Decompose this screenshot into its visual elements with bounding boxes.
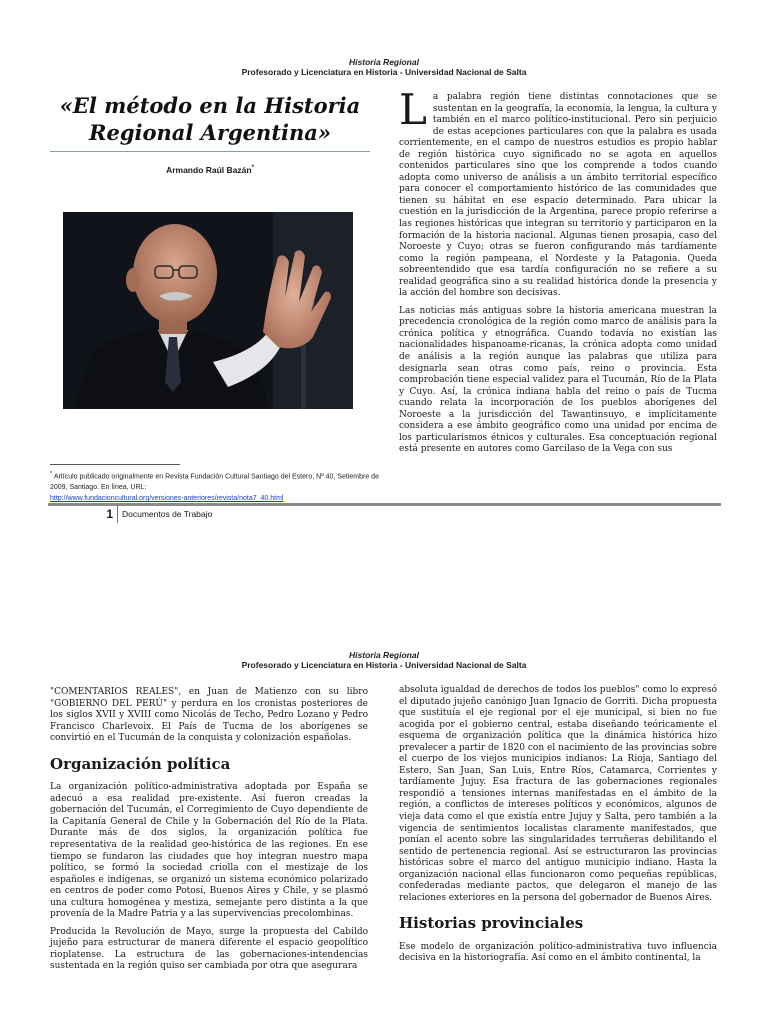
header-title: Historia Regional [349, 57, 419, 67]
footnote-text: Artículo publicado originalmente en Revista Fundación Cultural Santiago del Estero, Nº 40, Setiembre de 2009, Santiago. En línea, URL: [50, 473, 379, 492]
paragraph-igualdad: absoluta igualdad de derechos de todos los pueblos" como lo expresó el diputado jujeño canónigo Juan Ignacio de Gorriti. Dicha propuesta que sustituía el eje regional por el eje municipal, si bien no fue acogida por el gobierno central, estaba diseñando teóricamente el esquema de organización política que la dinámica histórica hizo prevalecer a partir de 1820 con el nacimiento de las provincias sobre el cuerpo de los viejos municipios indianos: La Rioja, Santiago del Estero, San Juan, San Luis, Entre Ríos, Catamarca, Corrientes y tardíamente Jujuy. Esa fractura de las gobernaciones regionales respondió a tensiones internas manifestadas en el ámbito de la región, a conflictos de intereses políticos y económicos, algunos de vieja data como el que existía entre Jujuy y Salta, pero también a la vigencia de sentimientos localistas claramente manifestados, que ponían el acento sobre las singularidades terruñeras debilitando el sentido de pertenencia regional. Así se estructuraron las provincias históricas sobre el marco del antiguo municipio indiano. Hasta la organización nacional ellas funcionaron como pequeñas repúblicas, confederadas mediante pactos, que delegaron el manejo de las relaciones exteriores en la persona del gobernador de Buenos Aires. [399, 685, 717, 903]
paragraph-2: Las noticias más antiguas sobre la historia americana muestran la precedencia cronológica de la región como marco de análisis para la crónica política y etnográfica. Cuando todavía no existían las nacionalidades hispanoame-ricanas, la crónica adopta como unidad de análisis a la región aunque las palabras que utiliza para designarla sean otras como país, reino o provincia. Esta comprobación tiene especial validez para el Tucumán, Río de la Plata y Cuyo. Así, la crónica indiana habla del reino o país de Tucma cuando relata la incorporación de los pueblos aborígenes del Noroeste a la jurisdicción del Tawantinsuyo, e implícitamente considera a ese ámbito geográfico como una unidad por encima de los particularismos étnicos y culturales. Esa conceptuación regional está presente en autores como Garcilaso de la Vega con sus [399, 305, 717, 455]
body-column-left-2 [50, 687, 368, 979]
author-note-mark: * [251, 165, 254, 172]
author-name: Armando Raúl Bazán [166, 165, 252, 175]
article-title-line-2: Regional Argentina» [89, 120, 331, 145]
document-page-2 [0, 645, 768, 1024]
paragraph-revolucion: Producida la Revolución de Mayo, surge la propuesta del Cabildo jujeño para estructurar de manera diferente el espacio geopolítico rioplatense. La estructura de las gobernaciones-intendencias sustentada en la región quiso ser cambiada por otra que asegurara [50, 926, 368, 972]
footnote-mark: * [50, 471, 53, 477]
drop-cap: L [399, 85, 427, 134]
author-photo [63, 212, 353, 409]
body-column-right [399, 85, 717, 462]
paragraph-organizacion: La organización político-administrativa adoptada por España se adecuó a esa realidad pre-existente. Así fueron creadas la gobernación del Tucumán, el Corregimiento de Cuyo dependiente de la Capitanía General de Chile y la Gobernación del Río de la Plata. Durante más de dos siglos, la organización política fue representativa de la realidad geo-histórica de las regiones. En ese tiempo se fundaron las ciudades que hoy integran nuestro mapa político, se formó la sociedad criolla con el mestizaje de los españoles e indígenas, se organizó un sistema económico polarizado en centros de poder como Potosí, Buenos Aires y Chile, y se plasmó una cultura homogénea y mestiza, semejante pero distinta a la que provenía de la Madre Patria y a las supervivencias precolombinas. [50, 782, 368, 920]
header-title-2: Historia Regional [349, 650, 419, 660]
page-footer-rule [48, 503, 721, 506]
intro-paragraph-text: a palabra región tiene distintas connotaciones que se sustentan en la geografía, la economía, la lengua, la cultura y también en el marco político-institucional. Pero sin perjuicio de estas acepciones particulares con que la palabra es usada corrientemente, en el campo de nuestros estudios es propio hablar de región histórica cuyo significado no se agota en aquellos contenidos particulares sino que los comprende a todos cuando adopta como universo de análisis a un ámbito territorial específico para conocer el comportamiento histórico de las comunidades que tienen su hábitat en ese espacio determinado. Para ubicar la cuestión en la jurisdicción de la Argentina, parece propio referirse a las regiones históricas que integran su territorio y participaron en la formación de la historia nacional. Algunas tienen prosapia, caso del Noroeste y Cuyo; otras se fueron configurando más tardíamente como la región pampeana, el Nordeste y la Patagonia. Queda sobreentendido que esa tardía configuración no se refiere a su realidad geográfica sino a su realidad histórica donde la presencia y la acción del hombre son decisivas. [399, 92, 717, 299]
intro-paragraph [399, 85, 717, 300]
footnote-separator [50, 464, 180, 465]
body-column-right-2 [399, 685, 717, 971]
header-subtitle-2: Profesorado y Licenciatura en Historia - Universidad Nacional de Salta [241, 660, 527, 670]
title-underline [50, 151, 370, 152]
article-title [50, 92, 370, 146]
footer-divider [117, 505, 118, 523]
section-heading-historias: Historias provinciales [399, 914, 584, 933]
article-title-line-1: «El método en la Historia [59, 93, 361, 118]
section-heading-organizacion: Organización política [50, 754, 231, 773]
footnote-link[interactable]: http://www.fundacioncultural.org/versiones-anteriores/revista/nota7_40.html [50, 495, 284, 503]
author-line [50, 165, 370, 175]
paragraph-comentarios: "COMENTARIOS REALES", en Juan de Matienzo con su libro "GOBIERNO DEL PERÚ" y perdura en los cronistas posteriores de los siglos XVII y XVIII como Nicolás de Techo, Pedro Lozano y Pedro Francisco Charlevoix. El País de Tucma de los aborígenes se convirtió en el Tucumán de la conquista y colonización españolas. [50, 687, 368, 744]
running-header-2 [0, 650, 768, 670]
paragraph-modelo: Ese modelo de organización político-administrativa tuvo influencia decisiva en la historiografía. Así como en el ámbito continental, la [399, 941, 717, 964]
footnote [50, 469, 380, 504]
running-header [0, 57, 768, 77]
author-photo-illustration [63, 212, 353, 409]
page-gap [0, 535, 768, 645]
page-number: 1 [106, 507, 113, 521]
footer-label: Documentos de Trabajo [122, 509, 213, 519]
header-subtitle: Profesorado y Licenciatura en Historia - Universidad Nacional de Salta [241, 67, 527, 77]
